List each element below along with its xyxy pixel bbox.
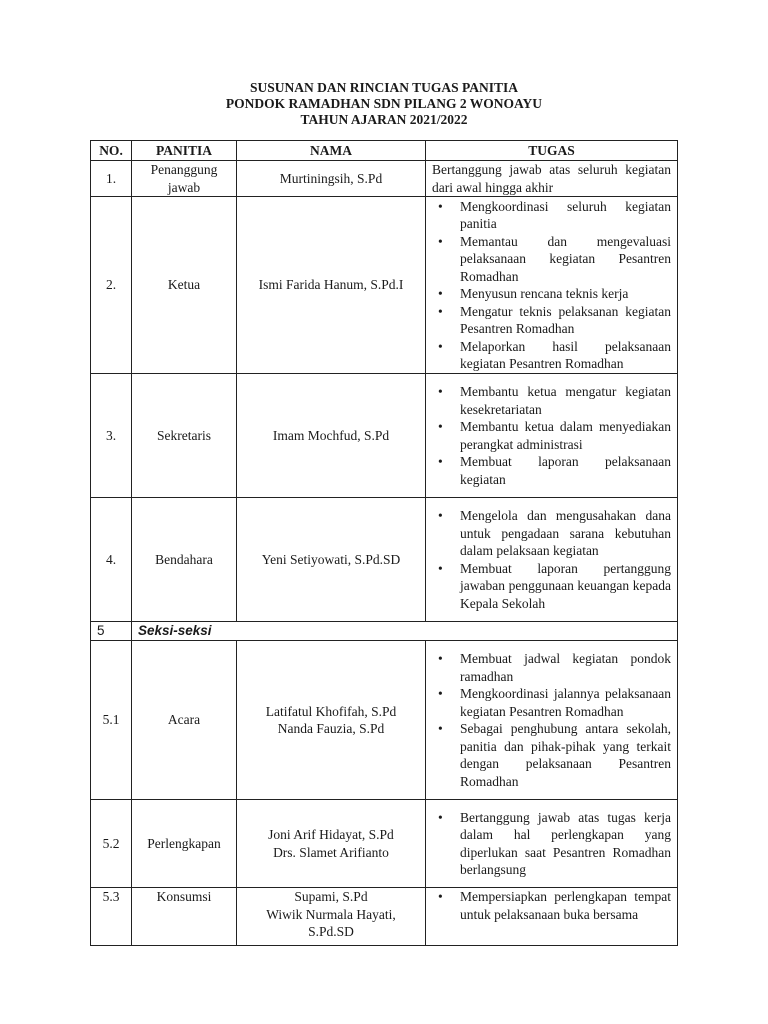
task-item: • Mempersiapkan perlengkapan tempat untuk pelaksanaan buka bersama: [460, 888, 671, 923]
row-panitia: Penanggung jawab: [132, 161, 237, 197]
task-item: • Membuat laporan pertanggung jawaban penggunaan keuangan kepada Kepala Sekolah: [460, 560, 671, 613]
row-tugas: [426, 498, 678, 622]
task-list: [432, 650, 671, 790]
table-header-row: [91, 141, 678, 161]
row-panitia: Acara: [132, 641, 237, 800]
row-panitia: Ketua: [132, 197, 237, 374]
task-item: • Membuat laporan pelaksanaan kegiatan: [460, 453, 671, 488]
row-number: 4.: [91, 498, 132, 622]
header-tugas: TUGAS: [426, 141, 678, 161]
row-tugas: [426, 800, 678, 888]
row-number: 5.2: [91, 800, 132, 888]
row-number: 5.1: [91, 641, 132, 800]
row-number: 3.: [91, 374, 132, 498]
row-panitia: Sekretaris: [132, 374, 237, 498]
row-tugas: [426, 888, 678, 946]
row-nama: Ismi Farida Hanum, S.Pd.I: [237, 197, 426, 374]
task-item: • Mengkoordinasi seluruh kegiatan panitia: [460, 198, 671, 233]
row-nama: Yeni Setiyowati, S.Pd.SD: [237, 498, 426, 622]
member-name: Wiwik Nurmala Hayati,: [266, 906, 396, 922]
row-number: 5.3: [91, 888, 132, 946]
row-tugas: [426, 197, 678, 374]
header-panitia: PANITIA: [132, 141, 237, 161]
task-item: • Sebagai penghubung antara sekolah, panitia dan pihak-pihak yang terkait dengan pelaksanaan Pesantren Romadhan: [460, 720, 671, 790]
doc-title-line-2: PONDOK RAMADHAN SDN PILANG 2 WONOAYU: [225, 96, 543, 111]
member-name: Nanda Fauzia, S.Pd: [277, 721, 385, 736]
member-name: Joni Arif Hidayat, S.Pd: [268, 827, 394, 842]
table-row: [91, 197, 678, 374]
member-name: Supami, S.Pd: [294, 889, 368, 904]
task-list: [432, 507, 671, 612]
doc-title-line-1: SUSUNAN DAN RINCIAN TUGAS PANITIA: [249, 80, 519, 95]
committee-table: [90, 140, 678, 946]
table-row: [91, 161, 678, 197]
task-list: [432, 809, 671, 879]
header-no: NO.: [91, 141, 132, 161]
table-row: [91, 800, 678, 888]
task-item: • Menyusun rencana teknis kerja: [460, 285, 671, 303]
row-nama: Murtiningsih, S.Pd: [237, 161, 426, 197]
task-item: • Memantau dan mengevaluasi pelaksanaan kegiatan Pesantren Romadhan: [460, 233, 671, 286]
row-nama: [237, 641, 426, 800]
task-item: • Mengatur teknis pelaksanan kegiatan Pesantren Romadhan: [460, 303, 671, 338]
header-nama: NAMA: [237, 141, 426, 161]
table-row: [91, 498, 678, 622]
row-nama: Imam Mochfud, S.Pd: [237, 374, 426, 498]
row-tugas: [426, 374, 678, 498]
doc-title-line-3: TAHUN AJARAN 2021/2022: [300, 112, 468, 127]
task-item: • Melaporkan hasil pelaksanaan kegiatan Pesantren Romadhan: [460, 338, 671, 373]
section-label: Seksi-seksi: [132, 622, 678, 641]
task-item: • Mengkoordinasi jalannya pelaksanaan kegiatan Pesantren Romadhan: [460, 685, 671, 720]
row-nama: [237, 800, 426, 888]
table-row: [91, 888, 678, 946]
row-panitia: Konsumsi: [132, 888, 237, 946]
task-item: • Membuat jadwal kegiatan pondok ramadhan: [460, 650, 671, 685]
table-row: [91, 374, 678, 498]
task-list: [432, 383, 671, 488]
member-name: S.Pd.SD: [308, 924, 354, 939]
row-tugas: Bertanggung jawab atas seluruh kegiatan dari awal hingga akhir: [426, 161, 678, 197]
section-number: 5: [91, 622, 132, 641]
row-panitia: Perlengkapan: [132, 800, 237, 888]
task-item: • Mengelola dan mengusahakan dana untuk pengadaan sarana kebutuhan dalam pelaksaan kegiatan: [460, 507, 671, 560]
task-item: • Bertanggung jawab atas tugas kerja dalam hal perlengkapan yang diperlukan saat Pesantren Romadhan berlangsung: [460, 809, 671, 879]
section-row: [91, 622, 678, 641]
row-nama: [237, 888, 426, 946]
table-row: [91, 641, 678, 800]
task-item: • Membantu ketua dalam menyediakan perangkat administrasi: [460, 418, 671, 453]
row-tugas: [426, 641, 678, 800]
task-item: • Membantu ketua mengatur kegiatan kesekretariatan: [460, 383, 671, 418]
member-name: Drs. Slamet Arifianto: [273, 844, 389, 860]
row-panitia: Bendahara: [132, 498, 237, 622]
row-number: 1.: [91, 161, 132, 197]
member-name: Latifatul Khofifah, S.Pd: [265, 703, 397, 719]
row-number: 2.: [91, 197, 132, 374]
task-list: [432, 198, 671, 373]
task-list: [432, 888, 671, 923]
